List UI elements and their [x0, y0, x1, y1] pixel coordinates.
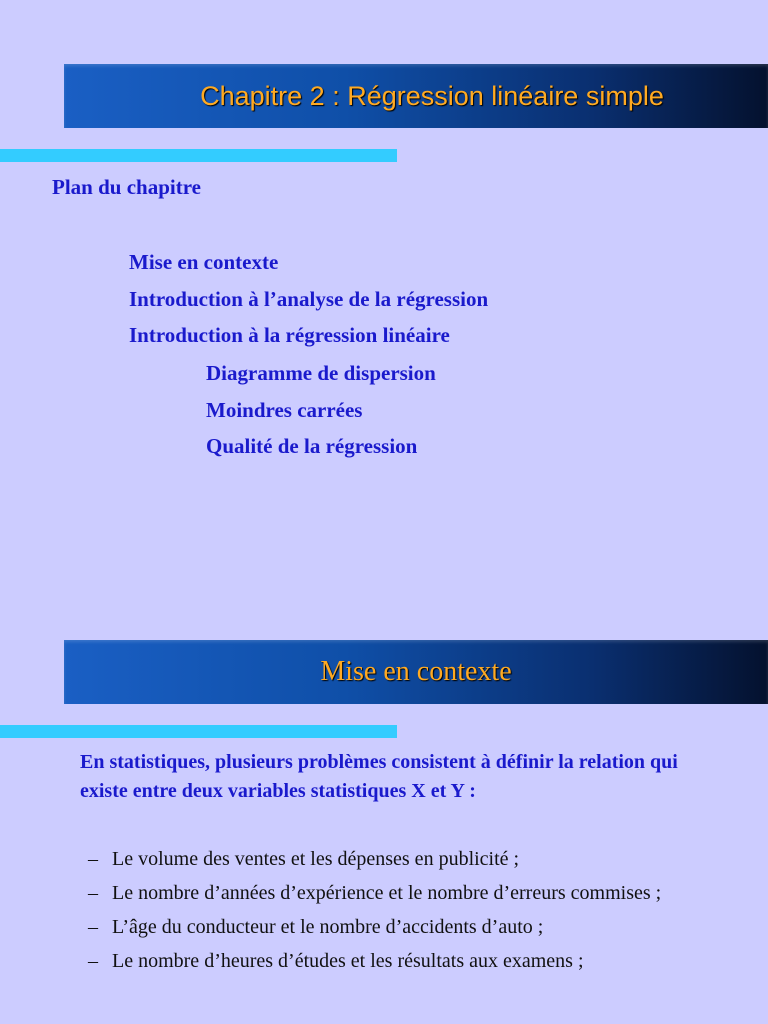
- plan-item: Introduction à l’analyse de la régression: [129, 287, 489, 311]
- context-intro: En statistiques, plusieurs problèmes consistent à définir la relation qui existe entre deux variables statistiques X et Y :: [80, 751, 678, 802]
- dash-icon: –: [88, 916, 98, 938]
- list-item: [88, 880, 728, 906]
- accent-strip-top: [0, 149, 397, 162]
- plan-subitem: Qualité de la régression: [206, 434, 418, 458]
- bullet-text: Le nombre d’années d’expérience et le nombre d’erreurs commises ;: [112, 882, 662, 904]
- bullet-text: Le volume des ventes et les dépenses en publicité ;: [112, 848, 520, 870]
- section-title-banner: [64, 640, 768, 704]
- dash-icon: –: [88, 848, 98, 870]
- dash-icon: –: [88, 950, 98, 972]
- accent-strip-bottom: [0, 725, 397, 738]
- list-item: [88, 948, 728, 974]
- bullet-text: L’âge du conducteur et le nombre d’accidents d’auto ;: [112, 916, 544, 938]
- bullet-text: Le nombre d’heures d’études et les résultats aux examens ;: [112, 950, 584, 972]
- plan-heading: Plan du chapitre: [52, 175, 201, 199]
- list-item: [88, 846, 728, 872]
- plan-subitem: Diagramme de dispersion: [206, 361, 436, 385]
- plan-item: Introduction à la régression linéaire: [129, 323, 450, 347]
- section-title: Mise en contexte: [320, 656, 512, 687]
- chapter-title-banner: [64, 64, 768, 128]
- context-bullet-list: [88, 846, 728, 982]
- plan-item: Mise en contexte: [129, 250, 279, 274]
- list-item: [88, 914, 728, 940]
- chapter-title: Chapitre 2 : Régression linéaire simple: [200, 80, 664, 111]
- plan-subitem: Moindres carrées: [206, 398, 363, 422]
- dash-icon: –: [88, 882, 98, 904]
